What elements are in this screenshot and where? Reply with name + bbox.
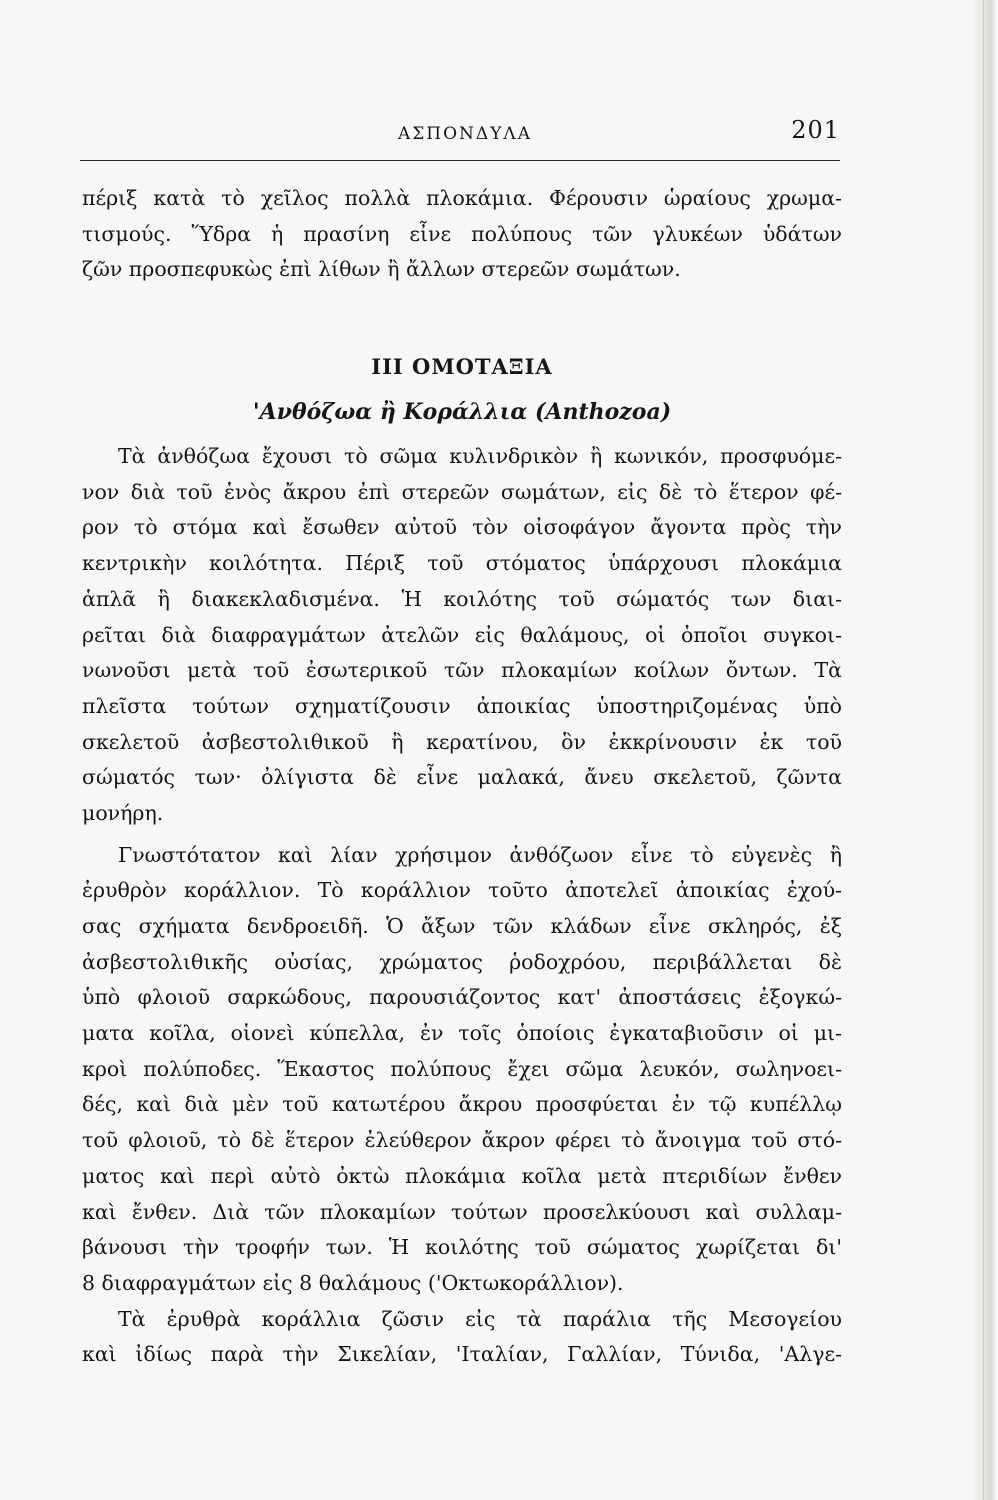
text-line: σκελετοῦ ἀσβεστολιθικοῦ ἢ κερατίνου, ὃν ἐκκρίνουσιν ἐκ τοῦ <box>82 729 842 754</box>
text-line: ματος καὶ περὶ αὐτὸ ὀκτὼ πλοκάμια κοῖλα μετὰ πτεριδίων ἔνθεν <box>82 1163 842 1188</box>
text-line: τοῦ φλοιοῦ, τὸ δὲ ἕτερον ἐλεύθερον ἄκρον φέρει τὸ ἄνοιγμα τοῦ στό- <box>82 1128 842 1153</box>
section-subheading: 'Ανθόζωα ἢ Κοράλλια (Anthozoa) <box>252 399 672 426</box>
text-line: ἁπλᾶ ἢ διακεκλαδισμένα. Ἡ κοιλότης τοῦ σώματός των διαι- <box>82 586 842 611</box>
text-line: τισμούς. Ὕδρα ἡ πρασίνη εἶνε πολύπους τῶν γλυκέων ὑδάτων <box>82 221 842 246</box>
text-line: ὑπὸ φλοιοῦ σαρκώδους, παρουσιάζοντος κατ' ἀποστάσεις ἐξογκώ- <box>82 985 842 1010</box>
text-line: καὶ ἰδίως παρὰ τὴν Σικελίαν, 'Ιταλίαν, Γαλλίαν, Τύνιδα, 'Αλγε- <box>82 1342 842 1367</box>
text-line: σας σχήματα δενδροειδῆ. Ὁ ἄξων τῶν κλάδων εἶνε σκληρός, ἐξ <box>82 914 842 938</box>
text-line: κεντρικὴν κοιλότητα. Πέριξ τοῦ στόματος ὑπάρχουσι πλοκάμια <box>82 551 842 576</box>
text-line: ἀσβεστολιθικῆς οὐσίας, χρώματος ῥοδοχρόου, περιβάλλεται δὲ <box>82 949 842 974</box>
running-header <box>80 116 840 152</box>
text-line: νωνοῦσι μετὰ τοῦ ἐσωτερικοῦ τῶν πλοκαμίων κοίλων ὄντων. Τὰ <box>82 658 842 683</box>
text-line: πέριξ κατὰ τὸ χεῖλος πολλὰ πλοκάμια. Φέρουσιν ὡραίους χρωμα- <box>82 186 842 210</box>
text-line: ἐρυθρὸν κοράλλιον. Τὸ κοράλλιον τοῦτο ἀποτελεῖ ἀποικίας ἐχού- <box>82 878 842 903</box>
text-line: κροὶ πολύποδες. Ἕκαστος πολύπους ἔχει σῶμα λευκόν, σωληνοει- <box>82 1056 842 1081</box>
section-heading: ΙΙΙ ΟΜΟΤΑΞΙΑ <box>371 354 553 380</box>
page-edge-line <box>983 0 984 1500</box>
text-line: Γνωστότατον καὶ λίαν χρήσιμον ἀνθόζωον εἶνε τὸ εὐγενὲς ἢ <box>118 842 842 867</box>
text-line: δές, καὶ διὰ μὲν τοῦ κατωτέρου ἄκρου προσφύεται ἐν τῷ κυπέλλῳ <box>82 1092 842 1117</box>
text-line: σώματός των· ὀλίγιστα δὲ εἶνε μαλακά, ἄνευ σκελετοῦ, ζῶντα <box>82 765 842 790</box>
text-line: νον διὰ τοῦ ἑνὸς ἄκρου ἐπὶ στερεῶν σωμάτων, εἰς δὲ τὸ ἕτερον φέ- <box>82 479 842 504</box>
running-title: ΑΣΠΟΝΔΥΛΑ <box>398 124 532 144</box>
text-line: ζῶν προσπεφυκὼς ἐπὶ λίθων ἢ ἄλλων στερεῶν σωμάτων. <box>82 257 681 282</box>
text-line: καὶ ἔνθεν. Διὰ τῶν πλοκαμίων τούτων προσελκύουσι καὶ συλλαμ- <box>82 1199 842 1224</box>
text-line: μονήρη. <box>82 800 164 825</box>
page-number: 201 <box>791 116 840 144</box>
header-rule <box>80 160 840 161</box>
text-line: Τὰ ἀνθόζωα ἔχουσι τὸ σῶμα κυλινδρικὸν ἢ κωνικόν, προσφυόμε- <box>118 444 842 469</box>
text-line: 8 διαφραγμάτων εἰς 8 θαλάμους ('Οκτωκοράλλιον). <box>82 1270 624 1295</box>
body-text <box>82 181 842 1373</box>
text-line: ματα κοῖλα, οἱονεὶ κύπελλα, ἐν τοῖς ὁποίοις ἐγκαταβιοῦσιν οἱ μι- <box>82 1021 842 1046</box>
text-line: πλεῖστα τούτων σχηματίζουσιν ἀποικίας ὑποστηριζομένας ὑπὸ <box>82 693 842 718</box>
text-line: ρεῖται διὰ διαφραγμάτων ἀτελῶν εἰς θαλάμους, οἱ ὁποῖοι συγκοι- <box>82 622 842 647</box>
text-line: βάνουσι τὴν τροφήν των. Ἡ κοιλότης τοῦ σώματος χωρίζεται δι' <box>82 1235 842 1260</box>
text-line: Τὰ ἐρυθρὰ κοράλλια ζῶσιν εἰς τὰ παράλια τῆς Μεσογείου <box>118 1306 842 1331</box>
text-line: ρον τὸ στόμα καὶ ἔσωθεν αὐτοῦ τὸν οἰσοφάγον ἄγοντα πρὸς τὴν <box>82 515 842 540</box>
page-edge-shadow <box>972 0 998 1500</box>
